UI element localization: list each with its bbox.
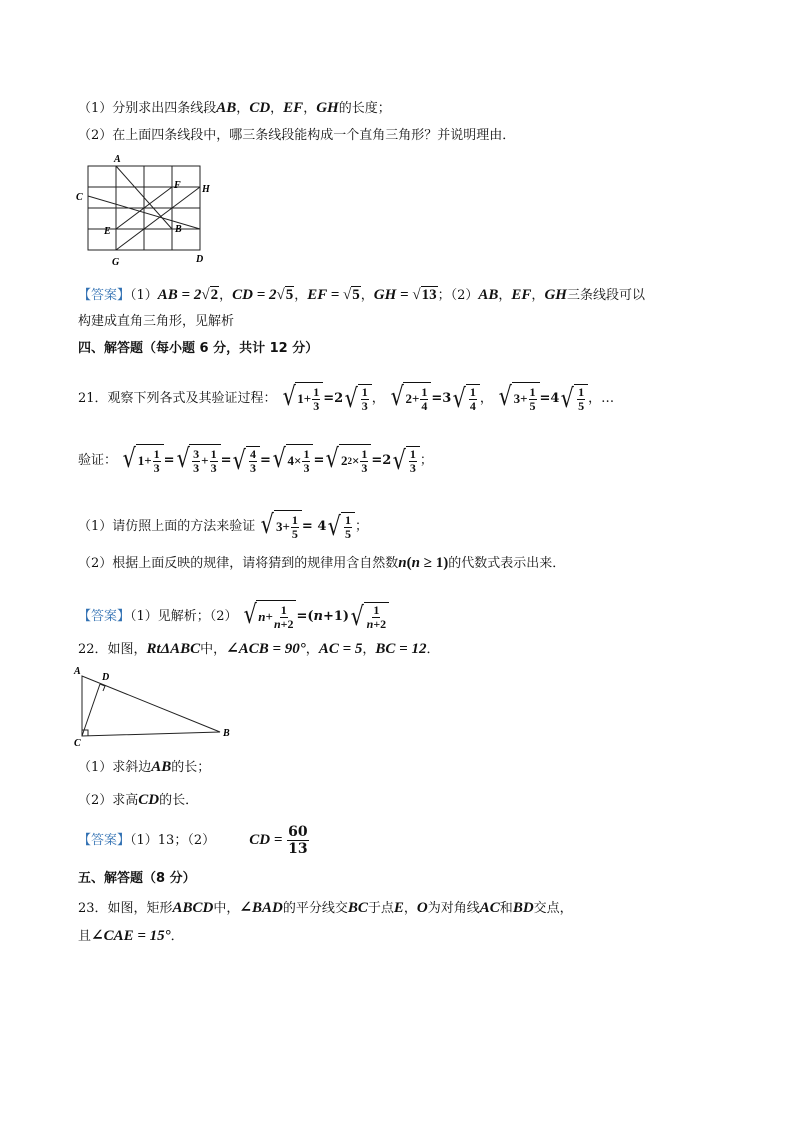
q20-part1: （1）分别求出四条线段AB，CD，EF，GH的长度；: [78, 100, 391, 116]
label-a: A: [114, 154, 121, 165]
label-c: C: [74, 738, 81, 748]
label-d: D: [102, 672, 110, 683]
q20-answer-line2: 构建成直角三角形，见解析: [78, 314, 235, 329]
label-c: C: [76, 192, 83, 203]
q23-line2: 且∠CAE = 15°．: [78, 928, 184, 944]
section-5-heading: 五、解答题（8 分）: [78, 871, 196, 886]
label-f: F: [174, 180, 181, 191]
grid-figure: [76, 152, 216, 272]
label-e: E: [104, 226, 111, 237]
q21-part1: （1）请仿照上面的方法来验证 √ 3+ $\frac{1}{5}$ = 4 √ $\frac{1}{5}$ ；: [78, 510, 368, 542]
q23-line1: 23．如图，矩形ABCD中，∠BAD的平分线交BC于点E，O为对角线AC和BD交点，: [78, 900, 573, 916]
triangle-figure: [70, 664, 240, 748]
label-d: D: [196, 254, 204, 265]
seg-gh: GH: [316, 100, 339, 116]
seg-ab: AB: [216, 100, 237, 116]
q21-part2: （2）根据上面反映的规律，请将猜到的规律用含自然数n(n ≥ 1)的代数式表示出来．: [78, 555, 566, 571]
q22-answer: 【答案】（1）13；（2） CD = $\frac{60}{13}$: [78, 824, 308, 857]
q20-answer: 【答案】（1）AB = 2√2，CD = 2√5，EF = √5，GH = √13；（2）AB，EF，GH三条线段可以: [78, 287, 645, 303]
seg-cd: CD: [249, 100, 271, 116]
q22-part2: （2）求高CD的长．: [78, 792, 199, 808]
q21-answer: 【答案】（1）见解析；（2） √ n + $\frac{1}{n+2}$ =(n+1) √ $\frac{1}{n+2}$: [78, 600, 389, 633]
q21-intro: 21．观察下列各式及其验证过程： √ 1+ $\frac{1}{3}$ =2 √ $\frac{1}{3}$ ， √ 2+ $\frac{1}{4}$ =3 √ $\frac{1}{4}$ ， √ 3+ $\frac{1}{5}$ =4 √ $\frac{1}{5}$ ，…: [78, 382, 615, 414]
q20-part2: （2）在上面四条线段中，哪三条线段能构成一个直角三角形？并说明理由．: [78, 128, 516, 143]
q21-verify: 验证： √ 1+ $\frac{1}{3}$ = √ $\frac{3}{3}$ + $\frac{1}{3}$ = √ $\frac{4}{3}$ = √ 4× $\frac{1}{3}$ = √ 2 2 × $\frac{1}{3}$ =2 √ $\frac{1}{3}$ ；: [78, 444, 433, 476]
label-b: B: [175, 224, 182, 235]
section-4-heading: 四、解答题（每小题 6 分，共计 12 分）: [78, 341, 319, 356]
q22-part1: （1）求斜边AB的长；: [78, 759, 211, 775]
label-h: H: [202, 184, 210, 195]
label-b: B: [223, 728, 230, 739]
seg-ef: EF: [283, 100, 304, 116]
q22-intro: 22．如图，RtΔABC中，∠ACB = 90°，AC = 5，BC = 12．: [78, 641, 440, 657]
label-a: A: [74, 666, 81, 677]
label-g: G: [112, 257, 120, 268]
